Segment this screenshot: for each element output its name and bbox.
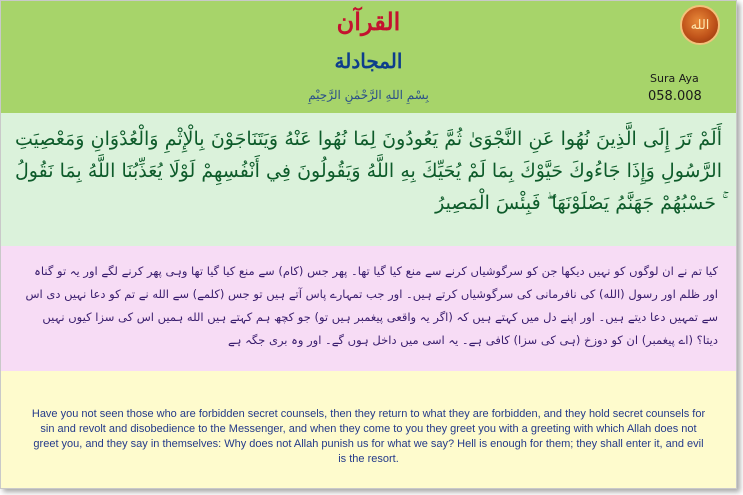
arabic-verse-text: أَلَمْ تَرَ إِلَى الَّذِينَ نُهُوا عَنِ النَّجْوَىٰ ثُمَّ يَعُودُونَ لِمَا نُهُوا عَنْهُ وَيَتَنَاجَوْنَ بِالْإِثْمِ وَالْعُدْوَانِ وَمَعْصِيَتِ الرَّسُولِ وَإِذَا جَاءُوكَ حَيَّوْكَ بِمَا لَمْ يُحَيِّكَ بِهِ اللَّهُ وَيَقُولُونَ فِي أَنْفُسِهِمْ لَوْلَا يُعَذِّبُنَا اللَّهُ بِمَا نَقُولُ ۚ حَسْبُهُمْ جَهَنَّمُ يَصْلَوْنَهَا ۖ فَبِئْسَ الْمَصِيرُ <box>1 113 736 246</box>
english-translation-text: Have you not seen those who are forbidden secret counsels, then they return to what they are forbidden, and they hold secret counsels for sin and revolt and disobedience to the Messenger, and when they come to you they greet you with a greeting with which Allah does not greet you, and they say in themselves: Why does not Allah punish us for what we say? Hell is enough for them; they shall enter it, and evil is the resort. <box>1 371 736 488</box>
quran-title: القرآن <box>336 7 401 36</box>
logo-text: الله <box>690 17 710 33</box>
urdu-translation-text: کیا تم نے ان لوگوں کو نہیں دیکھا جن کو سرگوشیاں کرنے سے منع کیا گیا تھا۔ پھر جس (کام) سے منع کیا گیا تھا وہی پھر کرنے لگے اور یہ تو گناہ اور ظلم اور رسول (الله) کی نافرمانی کی سرگوشیاں کرتے ہیں۔ اور جب تمہارے پاس آتے ہیں تو جس (کلمے) سے الله نے تم کو دعا نہیں دی اس سے تمہیں دعا دیتے ہیں۔ اور اپنے دل میں کہتے ہیں کہ (اگر یہ واقعی پیغمبر ہیں تو) جو کچھ ہم کہتے ہیں الله ہمیں اس کی سزا کیوں نہیں دیتا؟ (اے پیغمبر) ان کو دوزخ (ہی کی سزا) کافی ہے۔ یہ اسی میں داخل ہوں گے۔ اور وہ بری جگہ ہے <box>1 246 736 371</box>
allah-emblem-logo <box>680 5 720 45</box>
bismillah: بِسْمِ اللهِ الرَّحْمٰنِ الرَّحِيْمِ <box>308 88 429 102</box>
sura-aya-label: Sura Aya <box>650 72 699 85</box>
sura-aya-value: 058.008 <box>648 89 702 104</box>
surah-name: المجادلة <box>334 49 403 73</box>
header-panel <box>1 1 736 113</box>
